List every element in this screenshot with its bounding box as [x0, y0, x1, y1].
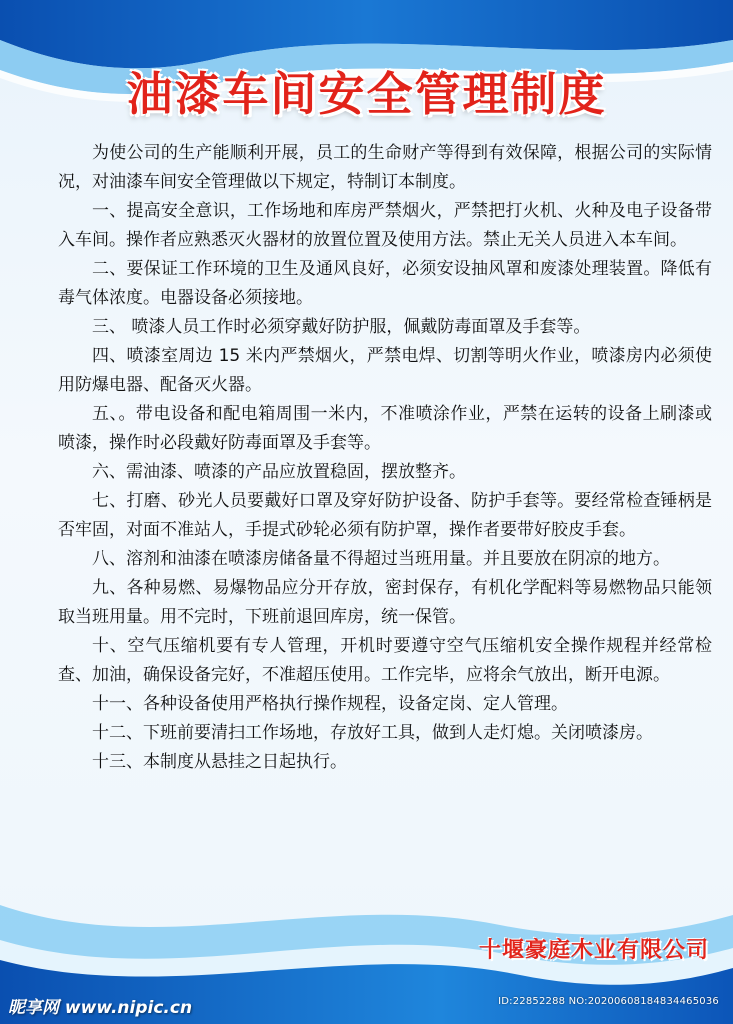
rule-2: 二、要保证工作环境的卫生及通风良好，必须安设抽风罩和废漆处理装置。降低有毒气体浓度。电器设备必须接地。 [58, 259, 712, 308]
notice-body [58, 139, 712, 777]
watermark-id: ID:22852288 NO:20200608184834465036 [498, 996, 719, 1007]
rule-6: 六、需油漆、喷漆的产品应放置稳固，摆放整齐。 [92, 462, 466, 482]
notice-title: 油漆车间安全管理制度 [126, 67, 607, 121]
rule-5: 五、。带电设备和配电箱周围一米内，不准喷涂作业，严禁在运转的设备上刷漆或喷漆，操作时必段戴好防毒面罩及手套等。 [58, 404, 712, 453]
intro-paragraph: 为使公司的生产能顺利开展，员工的生命财产等得到有效保障，根据公司的实际情况，对油漆车间安全管理做以下规定，特制订本制度。 [58, 143, 712, 192]
rule-10: 十、空气压缩机要有专人管理，开机时要遵守空气压缩机安全操作规程并经常检查、加油，确保设备完好，不准超压使用。工作完毕，应将余气放出，断开电源。 [58, 636, 712, 685]
rule-3: 三、 喷漆人员工作时必须穿戴好防护服，佩戴防毒面罩及手套等。 [92, 317, 591, 337]
rule-4: 四、喷漆室周边 15 米内严禁烟火，严禁电焊、切割等明火作业，喷漆房内必须使用防爆电器、配备灭火器。 [58, 346, 712, 395]
rule-8: 八、溶剂和油漆在喷漆房储备量不得超过当班用量。并且要放在阴凉的地方。 [92, 549, 670, 569]
rule-7: 七、打磨、砂光人员要戴好口罩及穿好防护设备、防护手套等。要经常检查锤柄是否牢固，对面不准站人，手提式砂轮必须有防护罩，操作者要带好胶皮手套。 [58, 491, 712, 540]
rule-12: 十二、下班前要清扫工作场地，存放好工具，做到人走灯熄。关闭喷漆房。 [92, 723, 653, 743]
company-name: 十堰豪庭木业有限公司 [478, 938, 709, 963]
rule-11: 十一、各种设备使用严格执行操作规程，设备定岗、定人管理。 [92, 694, 568, 714]
watermark-logo: 昵享网 www.nipic.cn [8, 998, 193, 1018]
rule-1: 一、提高安全意识，工作场地和库房严禁烟火，严禁把打火机、火种及电子设备带入车间。操作者应熟悉灭火器材的放置位置及使用方法。禁止无关人员进入本车间。 [58, 201, 712, 250]
rule-13: 十三、本制度从悬挂之日起执行。 [92, 752, 347, 772]
rule-9: 九、各种易燃、易爆物品应分开存放，密封保存，有机化学配料等易燃物品只能领取当班用量。用不完时，下班前退回库房，统一保管。 [58, 578, 712, 627]
